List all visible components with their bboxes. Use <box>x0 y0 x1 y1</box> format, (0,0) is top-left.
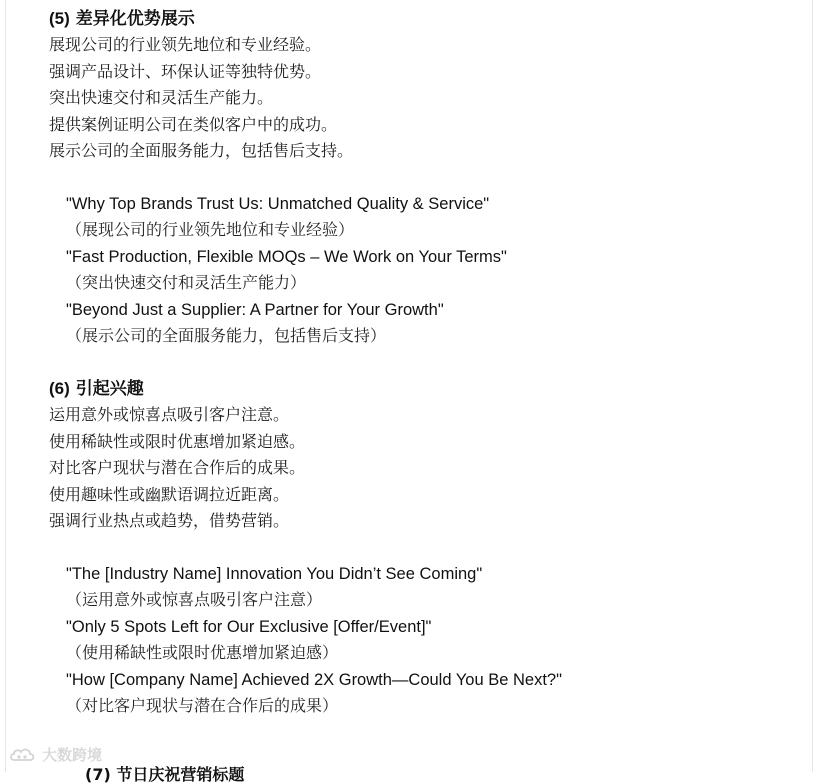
bullet-point: 使用趣味性或幽默语调拉近距离。 <box>49 484 290 504</box>
example-title-en: "Fast Production, Flexible MOQs – We Work on Your Terms" <box>66 247 507 266</box>
section6-points <box>49 402 809 535</box>
example-title-en: "How [Company Name] Achieved 2X Growth—Could You Be Next?" <box>66 670 562 689</box>
watermark <box>8 744 102 765</box>
example-note-zh: （突出快速交付和灵活生产能力） <box>66 273 307 293</box>
example-note-zh: （对比客户现状与潜在合作后的成果） <box>66 696 339 716</box>
spacer <box>49 165 809 191</box>
section-title: 引起兴趣 <box>75 378 144 398</box>
example-title-en: "The [Industry Name] Innovation You Didn’t See Coming" <box>66 564 483 583</box>
example-title-en: "Beyond Just a Supplier: A Partner for Your Growth" <box>66 300 444 319</box>
bullet-point: 提供案例证明公司在类似客户中的成功。 <box>49 114 338 134</box>
next-section-heading-partial <box>85 764 245 784</box>
section5-examples <box>49 191 809 350</box>
example-title-en: "Why Top Brands Trust Us: Unmatched Quality & Service" <box>66 194 490 213</box>
section-number: (6) <box>49 378 70 398</box>
example-title-en: "Only 5 Spots Left for Our Exclusive [Offer/Event]" <box>66 617 432 636</box>
bullet-point: 强调行业热点或趋势，借势营销。 <box>49 511 290 531</box>
example-note-zh: （展现公司的行业领先地位和专业经验） <box>66 220 355 240</box>
bullet-point: 使用稀缺性或限时优惠增加紧迫感。 <box>49 431 306 451</box>
watermark-text: 大数跨境 <box>42 746 103 764</box>
example-note-zh: （使用稀缺性或限时优惠增加紧迫感） <box>66 643 339 663</box>
next-heading-text: (7) 节日庆祝营销标题 <box>85 765 245 784</box>
section-title: 差异化优势展示 <box>75 9 195 28</box>
bullet-point: 运用意外或惊喜点吸引客户注意。 <box>49 404 290 424</box>
spacer <box>49 350 809 376</box>
section6-examples <box>49 561 809 720</box>
bullet-point: 对比客户现状与潜在合作后的成果。 <box>49 458 306 478</box>
section-heading-5 <box>49 6 809 32</box>
bullet-point: 展现公司的行业领先地位和专业经验。 <box>49 35 322 54</box>
document-page <box>5 0 813 784</box>
spacer <box>49 535 809 561</box>
section-heading-6 <box>49 376 809 402</box>
section5-points <box>49 32 809 165</box>
bullet-point: 强调产品设计、环保认证等独特优势。 <box>49 61 322 81</box>
section-number: (5) <box>49 9 70 28</box>
document-content <box>49 6 809 720</box>
cloud-logo-icon <box>8 746 38 764</box>
bullet-point: 展示公司的全面服务能力，包括售后支持。 <box>49 141 354 161</box>
example-note-zh: （展示公司的全面服务能力，包括售后支持） <box>66 326 387 346</box>
bullet-point: 突出快速交付和灵活生产能力。 <box>49 88 274 108</box>
example-note-zh: （运用意外或惊喜点吸引客户注意） <box>66 590 323 610</box>
